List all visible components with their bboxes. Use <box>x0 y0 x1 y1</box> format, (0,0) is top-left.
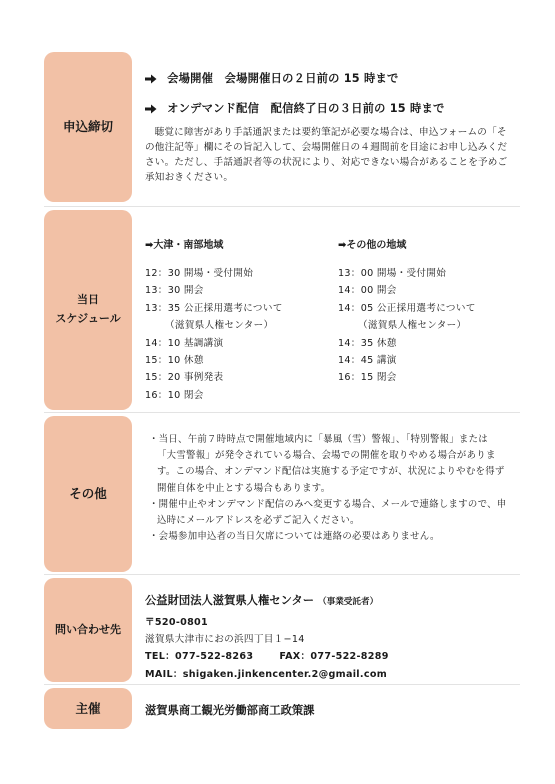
schedule-label-line2: スケジュール <box>55 312 121 325</box>
other-note-cancellation: ・開催中止やオンデマンド配信のみへ変更する場合、メールで連絡しますので、申込時にメールアドレスを必ずご記入ください。 <box>149 498 507 526</box>
other-label: その他 <box>69 486 107 502</box>
divider <box>44 412 520 413</box>
schedule-row: 16：15 閉会 <box>338 372 397 384</box>
divider <box>44 206 520 207</box>
email-address[interactable]: MAIL：shigaken.jinkencenter.2@gmail.com <box>145 668 388 680</box>
schedule-label <box>55 291 120 328</box>
schedule-row: 14：00 開会 <box>338 285 397 297</box>
deadline-label-box <box>44 52 132 202</box>
deadline-onsite-text: 会場開催 会場開催日の２日前の 15 時まで <box>167 72 399 85</box>
host-name: 滋賀県商工観光労働部商工政策課 <box>145 704 315 717</box>
phone-fax <box>145 648 389 665</box>
schedule-row: 14：45 講演 <box>338 354 397 366</box>
deadline-onsite <box>145 70 511 86</box>
contact-organization <box>145 592 389 608</box>
phone-number: TEL：077-522-8263 <box>145 651 254 663</box>
divider <box>44 684 520 685</box>
schedule-row: 12：30 開場・受付開始 <box>145 268 254 279</box>
host-label: 主催 <box>75 700 101 716</box>
organization-note: （事業受託者） <box>318 597 379 607</box>
schedule-content <box>145 236 525 406</box>
schedule-left-column <box>145 236 283 404</box>
schedule-label-box <box>44 210 132 410</box>
deadline-label: 申込締切 <box>62 119 113 135</box>
schedule-row: 14：05 公正採用選考について <box>338 302 476 314</box>
contact-content <box>145 592 389 683</box>
divider <box>44 574 520 575</box>
schedule-row: 13：00 開場・受付開始 <box>338 268 447 279</box>
fax-number: FAX：077-522-8289 <box>279 651 389 663</box>
organization-name: 公益財団法人滋賀県人権センター <box>145 594 315 607</box>
deadline-ondemand-text: オンデマンド配信 配信終了日の３日前の 15 時まで <box>167 102 445 115</box>
other-note-weather: ・当日、午前７時時点で開催地域内に「暴風（雪）警報」、「特別警報」または「大雪警報」が発令されている場合、会場での開催を取りやめる場合があります。この場合、オンデマンド配信は実施する予定ですが、状況によりやむを得ず開催自体を中止とする場合もあります。 <box>149 434 505 494</box>
address: 滋賀県大津市におの浜四丁目１−14 <box>145 634 305 646</box>
schedule-label-line1: 当日 <box>77 293 99 307</box>
right-arrow-icon <box>145 104 157 114</box>
right-arrow-icon <box>145 74 157 84</box>
schedule-row: （滋賀県人権センター） <box>358 320 467 332</box>
other-content <box>145 432 507 545</box>
other-note-absence: ・会場参加申込者の当日欠席については連絡の必要はありません。 <box>149 531 440 543</box>
schedule-row: 14：10 基調講演 <box>145 337 224 349</box>
schedule-row: 16：10 閉会 <box>145 389 204 401</box>
schedule-left-heading: ➡大津・南部地域 <box>145 240 224 251</box>
contact-label: 問い合わせ先 <box>55 622 121 636</box>
schedule-row: 15：20 事例発表 <box>145 372 224 384</box>
schedule-right-heading: ➡その他の地域 <box>338 240 407 251</box>
deadline-content <box>145 70 511 185</box>
schedule-row: 14：35 休憩 <box>338 337 397 349</box>
host-label-box <box>44 688 132 729</box>
schedule-row: 15：10 休憩 <box>145 354 204 366</box>
accessibility-notice: 聴覚に障害があり手話通訳または要約筆記が必要な場合は、申込フォームの「その他注記等」欄にその旨記入して、会場開催日の４週間前を目途にお申し込みください。ただし、手話通訳者等の状況により、対応できない場合があることを予めご承知おきください。 <box>145 127 508 183</box>
deadline-ondemand <box>145 100 511 116</box>
contact-label-box <box>44 578 132 682</box>
schedule-right-column <box>338 236 476 387</box>
schedule-row: 13：30 開会 <box>145 285 204 297</box>
schedule-row: （滋賀県人権センター） <box>165 320 274 332</box>
other-label-box <box>44 416 132 572</box>
host-content <box>145 702 314 718</box>
postal-code: 〒520-0801 <box>145 617 209 628</box>
schedule-row: 13：35 公正採用選考について <box>145 302 283 314</box>
